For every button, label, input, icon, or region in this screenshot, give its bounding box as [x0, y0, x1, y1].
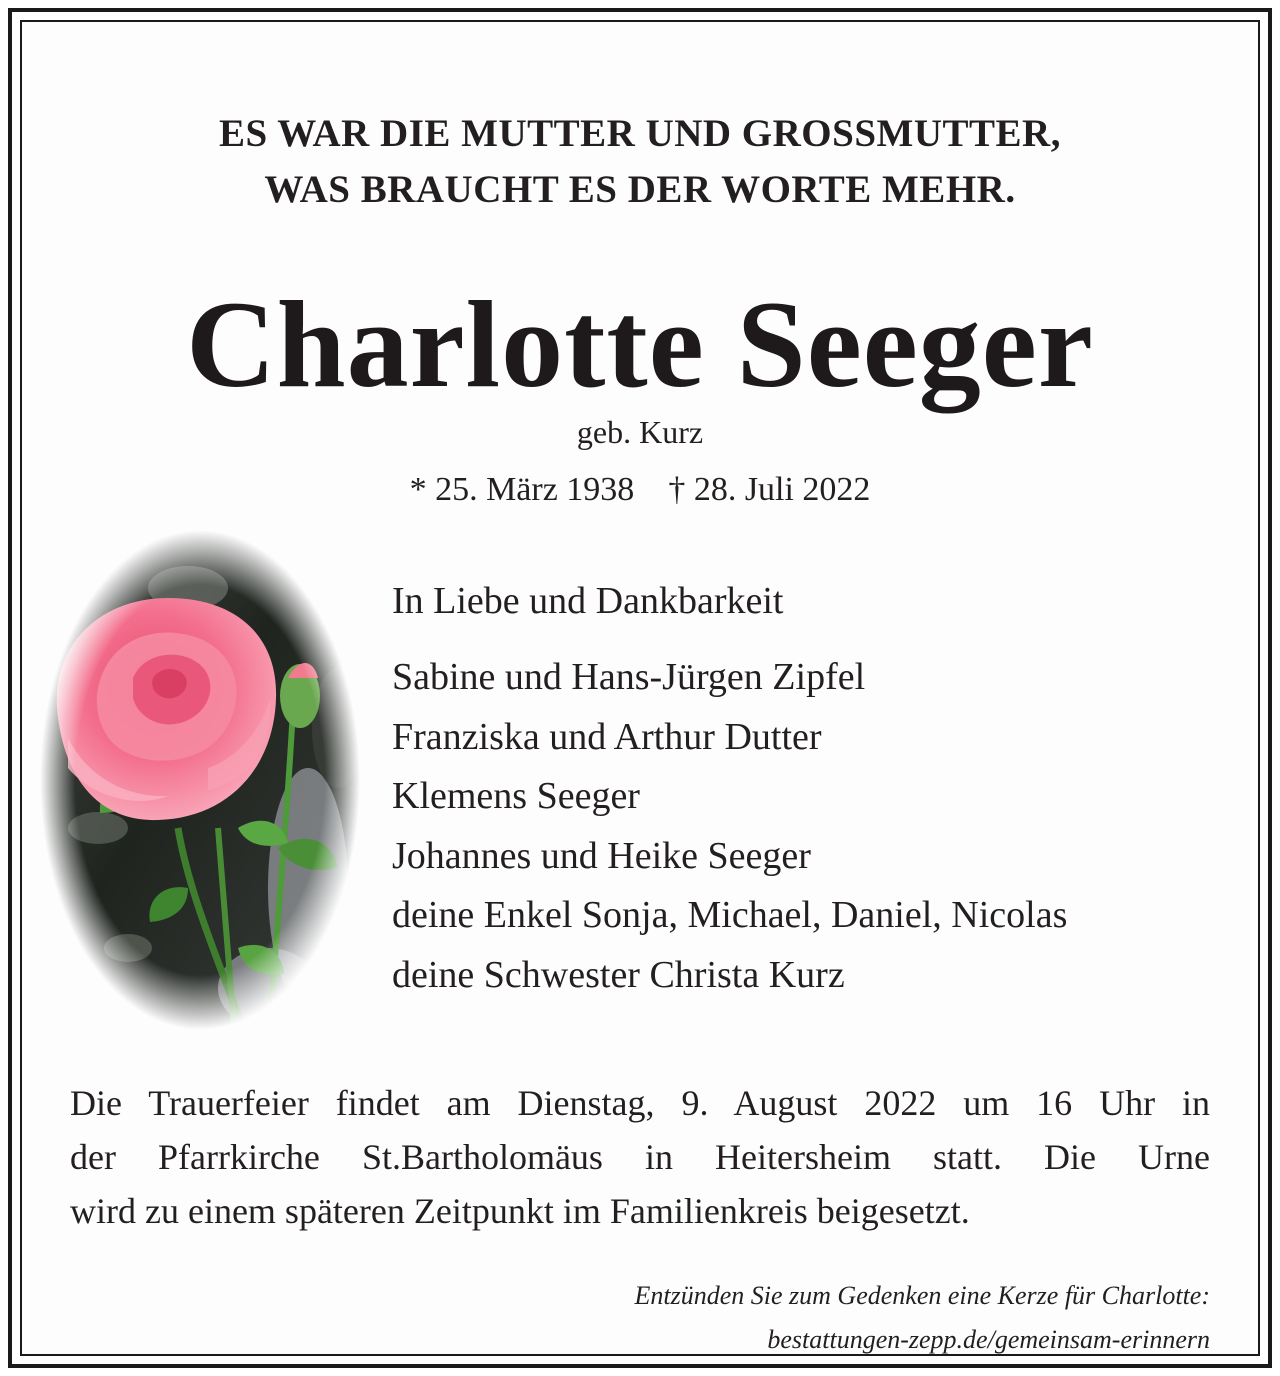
life-dates [0, 468, 1280, 512]
death-date: † 28. Juli 2022 [668, 471, 871, 508]
motto [0, 106, 1280, 218]
service-line: wird zu einem späteren Zeitpunkt im Familienkreis beigesetzt. [70, 1191, 970, 1231]
mourner-name: deine Schwester Christa Kurz [392, 953, 845, 996]
mourners-intro: In Liebe und Dankbarkeit [392, 580, 784, 622]
service-announcement [70, 1076, 1210, 1238]
mourner-name: Johannes und Heike Seeger [392, 834, 811, 877]
service-line: Die Trauerfeier findet am Dienstag, 9. August 2022 um 16 Uhr in [70, 1083, 1210, 1123]
birth-date: * 25. März 1938 [409, 471, 635, 508]
motto-line-1: ES WAR DIE MUTTER UND GROSSMUTTER, [219, 112, 1061, 155]
deceased-name: Charlotte Seeger [186, 276, 1094, 413]
motto-line-2: WAS BRAUCHT ES DER WORTE MEHR. [264, 168, 1016, 211]
maiden-name: geb. Kurz [576, 414, 704, 450]
service-line: der Pfarrkirche St.Bartholomäus in Heitersheim statt. Die Urne [70, 1137, 1210, 1177]
mourner-name: deine Enkel Sonja, Michael, Daniel, Nicolas [392, 894, 1068, 936]
memorial-link[interactable]: bestattungen-zepp.de/gemeinsam-erinnern [767, 1325, 1210, 1354]
mourner-name: Franziska und Arthur Dutter [392, 715, 822, 758]
mourners-block [392, 576, 1252, 1005]
pink-rose-icon [38, 528, 362, 1032]
mourner-name: Klemens Seeger [392, 775, 640, 817]
mourner-name: Sabine und Hans-Jürgen Zipfel [392, 656, 866, 698]
candle-text: Entzünden Sie zum Gedenken eine Kerze für Charlotte: [634, 1281, 1210, 1310]
candle-note [210, 1274, 1210, 1362]
